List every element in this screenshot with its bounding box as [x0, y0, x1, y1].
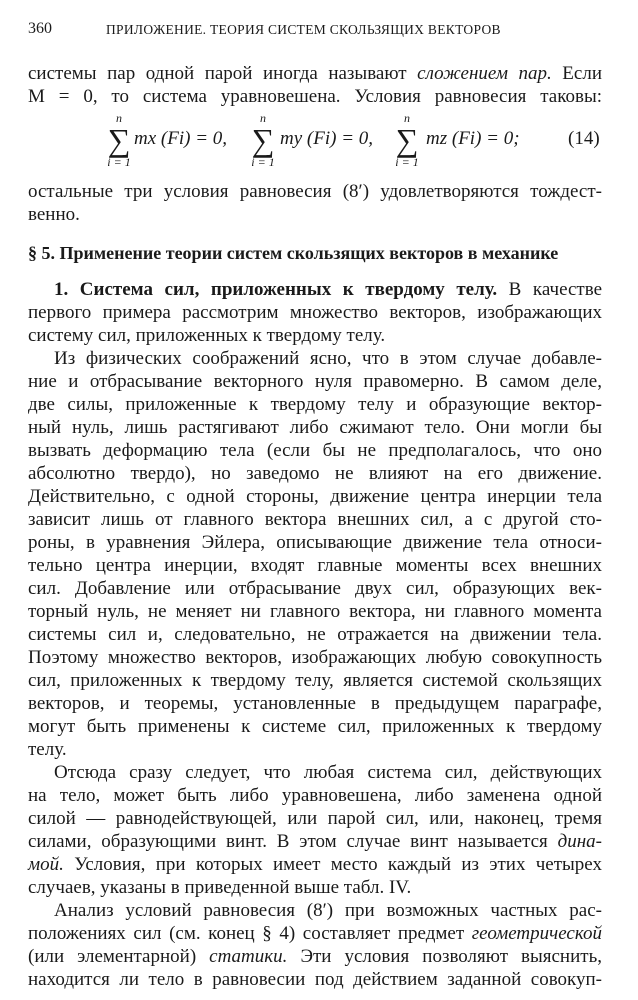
para2-line: вызвать деформацию тела (если бы не предполагалось, что оно [28, 440, 602, 461]
para3-line-1: Отсюда сразу следует, что любая система сил, действующих [54, 762, 602, 783]
para2-line: торный нуль, не меняет ни главного вектора, ни главного момента [28, 601, 602, 622]
para2-line: Действительно, с одной стороны, движение центра инерции тела [28, 486, 602, 507]
para4-line-2: положениях сил (см. конец § 4) составляет предмет геометрической [28, 923, 602, 944]
para3-line-2: на тело, может быть либо уравновешена, либо заменена одной [28, 785, 602, 806]
para2-line: две силы, приложенные к твердому телу и образующие вектор- [28, 394, 602, 415]
subsection-line-1: 1. Система сил, приложенных к твердому телу. В качестве [54, 279, 603, 300]
sum-symbol-y: n ∑ i = 1 [251, 111, 275, 169]
section-heading: § 5. Применение теории систем скользящих векторов в механике [28, 243, 559, 263]
after-formula-line-2: венно. [28, 204, 80, 225]
para2-line: роны, в уравнения Эйлера, описывающие движение тела относи- [28, 532, 602, 553]
para2-line: системы сил и, следовательно, не отражается на движении тела. [28, 624, 602, 645]
intro-line-1: системы пар одной парой иногда называют сложением пар. Если [28, 63, 602, 84]
para2-line: сил, приложенных к твердому телу, является системой скользящих [28, 670, 602, 691]
running-title: ПРИЛОЖЕНИЕ. ТЕОРИЯ СИСТЕМ СКОЛЬЗЯЩИХ ВЕКТОРОВ [106, 22, 501, 37]
subsection-line-3: систему сил, приложенных к твердому телу. [28, 325, 386, 346]
para3-line-6: случаев, указаны в приведенной выше табл. IV. [28, 877, 412, 898]
para2-line: векторов, и теоремы, установленные в предыдущем параграфе, [28, 693, 602, 714]
sum-symbol-x: n ∑ i = 1 [107, 111, 131, 169]
page-number: 360 [28, 20, 52, 37]
para2-line: ние и отбрасывание векторного нуля правомерно. В самом деле, [28, 371, 602, 392]
para2-line: ный нуль, лишь растягивают либо сжимают тело. Они могли бы [28, 417, 602, 438]
moment-eq-y: my (Fi) = 0, [280, 128, 374, 149]
para4-line-1: Анализ условий равновесия (8′) при возможных частных рас- [54, 900, 602, 921]
sum-symbol-z: n ∑ i = 1 [395, 111, 419, 169]
para3-line-5: мой. Условия, при которых имеет место каждый из этих четырех [28, 854, 602, 875]
intro-line-2: M = 0, то система уравновешена. Условия равновесия таковы: [28, 86, 602, 107]
para2-line: могут быть применены к системе сил, приложенных к твердому [28, 716, 602, 737]
moment-eq-x: mx (Fi) = 0, [134, 128, 228, 149]
para2-line: тельно центра инерции, входят главные моменты всех внешних [28, 555, 602, 576]
para3-line-3: силой — равнодействующей, или парой сил, или, наконец, тремя [28, 808, 602, 829]
para4-line-3: (или элементарной) статики. Эти условия позволяют выяснить, [28, 946, 602, 967]
para2-line: Из физических соображений ясно, что в этом случае добавле- [54, 348, 602, 369]
para4-line-4: находится ли тело в равновесии под действием заданной совокуп- [28, 969, 602, 990]
after-formula-line-1: остальные три условия равновесия (8′) удовлетворяются тождест- [28, 181, 602, 202]
para2-line: абсолютно твердо), но заведомо не влияют на его движение. [28, 463, 602, 484]
subsection-line-2: первого примера рассмотрим множество векторов, изображающих [28, 302, 602, 323]
para3-line-4: силами, образующими винт. В этом случае винт называется дина- [28, 831, 602, 852]
moment-eq-z: mz (Fi) = 0; [426, 128, 520, 149]
para2-line: сил. Добавление или отбрасывание двух сил, образующих век- [28, 578, 602, 599]
para2-line: телу. [28, 739, 67, 760]
equation-number: (14) [568, 128, 600, 149]
para2-line: Поэтому множество векторов, изображающих любую совокупность [28, 647, 602, 668]
para2-line: зависит лишь от главного вектора внешних сил, а с другой сто- [28, 509, 602, 530]
